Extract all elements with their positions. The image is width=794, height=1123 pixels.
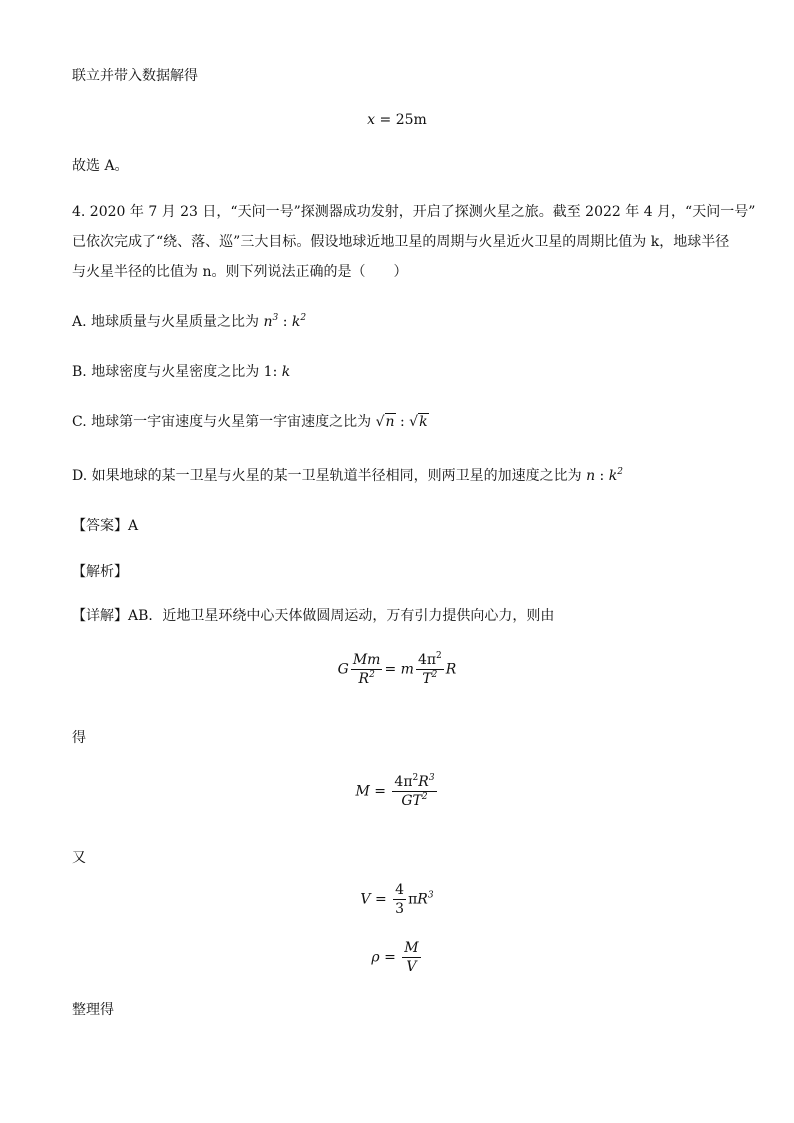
option-c-formula: √n : √k [375, 414, 428, 430]
question-4-line-2: 已依次完成了“绕、落、巡”三大目标。假设地球近地卫星的周期与火星近火卫星的周期比值为 k，地球半径 [72, 234, 730, 250]
answer-label: 【答案】A [72, 518, 139, 534]
option-b [72, 362, 290, 382]
equation-volume: V = $\frac{4}{3}$ $\pi R^3$ [360, 882, 434, 917]
option-a [72, 312, 306, 332]
option-c-text: C. 地球第一宇宙速度与火星第一宇宙速度之比为 [72, 414, 372, 430]
text-line: 得 [72, 730, 86, 746]
option-d [72, 466, 623, 486]
option-b-text: B. 地球密度与火星密度之比为 [72, 364, 260, 380]
equation-x: x = 25m [367, 112, 427, 128]
text-line: 又 [72, 850, 86, 866]
option-a-formula: $n^3$ : $k^2$ [263, 313, 307, 330]
equation-gravity: G $\frac{Mm}{R^2}$ = m $\frac{4\pi^2}{T^2}$ R [337, 651, 457, 687]
option-b-formula: 1: k [263, 364, 291, 380]
text-line: 故选 A。 [72, 158, 129, 174]
detail-line: 【详解】AB．近地卫星环绕中心天体做圆周运动，万有引力提供向心力，则由 [72, 608, 555, 624]
option-c [72, 412, 429, 432]
question-4-line-1: 4. 2020 年 7 月 23 日，“天问一号”探测器成功发射，开启了探测火星之旅。截至 2022 年 4 月，“天问一号” [72, 204, 756, 220]
equation-mass: M = $\frac{4\pi^2R^3}{GT^2}$ [355, 773, 435, 809]
equation-density: ρ = $\frac{M}{V}$ [371, 940, 419, 975]
text-line: 联立并带入数据解得 [72, 68, 198, 84]
option-a-text: A. 地球质量与火星质量之比为 [72, 314, 260, 330]
option-d-text: D. 如果地球的某一卫星与火星的某一卫星轨道半径相同，则两卫星的加速度之比为 [72, 468, 582, 484]
analysis-label: 【解析】 [72, 564, 128, 580]
text-line: 整理得 [72, 1002, 114, 1018]
question-4-line-3: 与火星半径的比值为 n。则下列说法正确的是（ ） [72, 264, 408, 280]
option-d-formula: n : $k^2$ [586, 467, 623, 484]
